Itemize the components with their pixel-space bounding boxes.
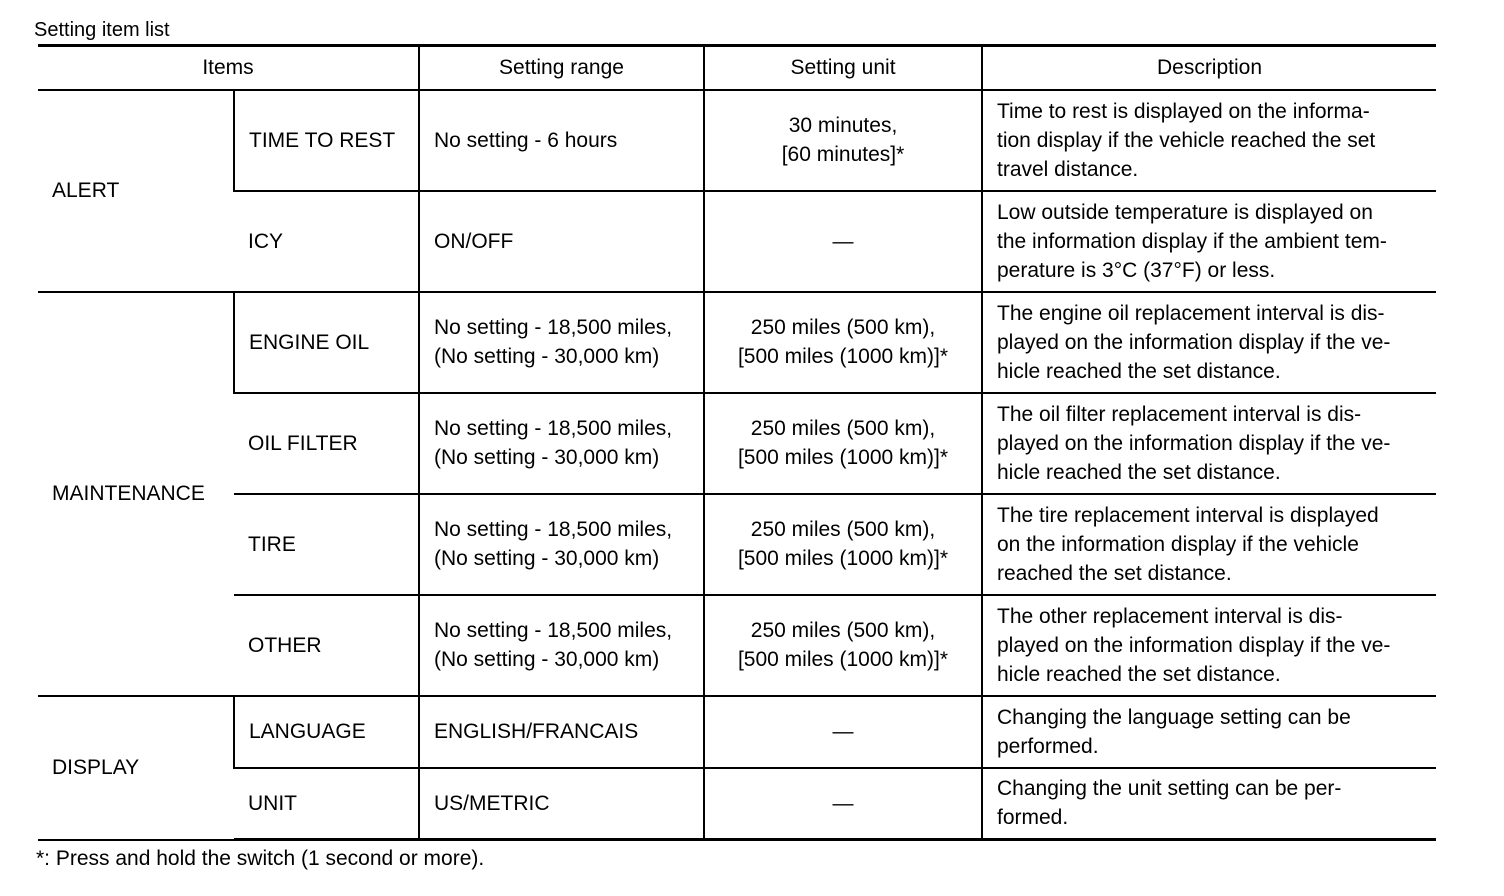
group-display: DISPLAY xyxy=(38,696,234,840)
item-name: ICY xyxy=(234,191,419,292)
item-name: TIRE xyxy=(234,494,419,595)
group-alert: ALERT xyxy=(38,90,234,292)
setting-unit-cell: — xyxy=(704,696,982,768)
setting-range-cell: No setting - 18,500 miles, (No setting - 30,000 km) xyxy=(419,494,704,595)
setting-range-cell: No setting - 18,500 miles, (No setting - 30,000 km) xyxy=(419,595,704,696)
setting-unit-cell: 250 miles (500 km), [500 miles (1000 km)]* xyxy=(704,494,982,595)
setting-range-cell: No setting - 18,500 miles, (No setting - 30,000 km) xyxy=(419,393,704,494)
description-cell: Low outside temperature is displayed on the information display if the ambient tem- perature is 3°C (37°F) or less. xyxy=(982,191,1436,292)
item-name: UNIT xyxy=(234,768,419,840)
table-row xyxy=(38,768,1436,840)
table-caption: Setting item list xyxy=(34,19,170,41)
description-cell: The tire replacement interval is displayed on the information display if the vehicle reached the set distance. xyxy=(982,494,1436,595)
description-cell: Time to rest is displayed on the informa- tion display if the vehicle reached the set travel distance. xyxy=(982,90,1436,191)
table-row xyxy=(38,696,1436,768)
setting-unit-cell: — xyxy=(704,191,982,292)
setting-range-cell: ENGLISH/FRANCAIS xyxy=(419,696,704,768)
setting-unit-cell: 30 minutes, [60 minutes]* xyxy=(704,90,982,191)
table-row xyxy=(38,393,1436,494)
setting-range-cell: No setting - 6 hours xyxy=(419,90,704,191)
table-row xyxy=(38,595,1436,696)
table-header-row xyxy=(38,46,1436,90)
header-setting-unit: Setting unit xyxy=(704,46,982,90)
table-row xyxy=(38,494,1436,595)
item-name: ENGINE OIL xyxy=(234,292,419,393)
setting-range-cell: US/METRIC xyxy=(419,768,704,840)
description-cell: Changing the language setting can be performed. xyxy=(982,696,1436,768)
setting-unit-cell: 250 miles (500 km), [500 miles (1000 km)]* xyxy=(704,292,982,393)
group-maintenance: MAINTENANCE xyxy=(38,292,234,696)
description-cell: The other replacement interval is dis- played on the information display if the ve- hicle reached the set distance. xyxy=(982,595,1436,696)
item-name: LANGUAGE xyxy=(234,696,419,768)
table-row xyxy=(38,191,1436,292)
item-name: TIME TO REST xyxy=(234,90,419,191)
setting-item-table xyxy=(38,44,1436,841)
setting-range-cell: ON/OFF xyxy=(419,191,704,292)
table-row xyxy=(38,292,1436,393)
description-cell: Changing the unit setting can be per- formed. xyxy=(982,768,1436,840)
footnote: *: Press and hold the switch (1 second or more). xyxy=(36,847,485,870)
header-items: Items xyxy=(38,46,419,90)
setting-unit-cell: — xyxy=(704,768,982,840)
setting-range-cell: No setting - 18,500 miles, (No setting - 30,000 km) xyxy=(419,292,704,393)
description-cell: The oil filter replacement interval is dis- played on the information display if the ve- hicle reached the set distance. xyxy=(982,393,1436,494)
header-description: Description xyxy=(982,46,1436,90)
item-name: OIL FILTER xyxy=(234,393,419,494)
description-cell: The engine oil replacement interval is dis- played on the information display if the ve- hicle reached the set distance. xyxy=(982,292,1436,393)
header-setting-range: Setting range xyxy=(419,46,704,90)
setting-unit-cell: 250 miles (500 km), [500 miles (1000 km)]* xyxy=(704,595,982,696)
table-row xyxy=(38,90,1436,191)
item-name: OTHER xyxy=(234,595,419,696)
setting-unit-cell: 250 miles (500 km), [500 miles (1000 km)]* xyxy=(704,393,982,494)
